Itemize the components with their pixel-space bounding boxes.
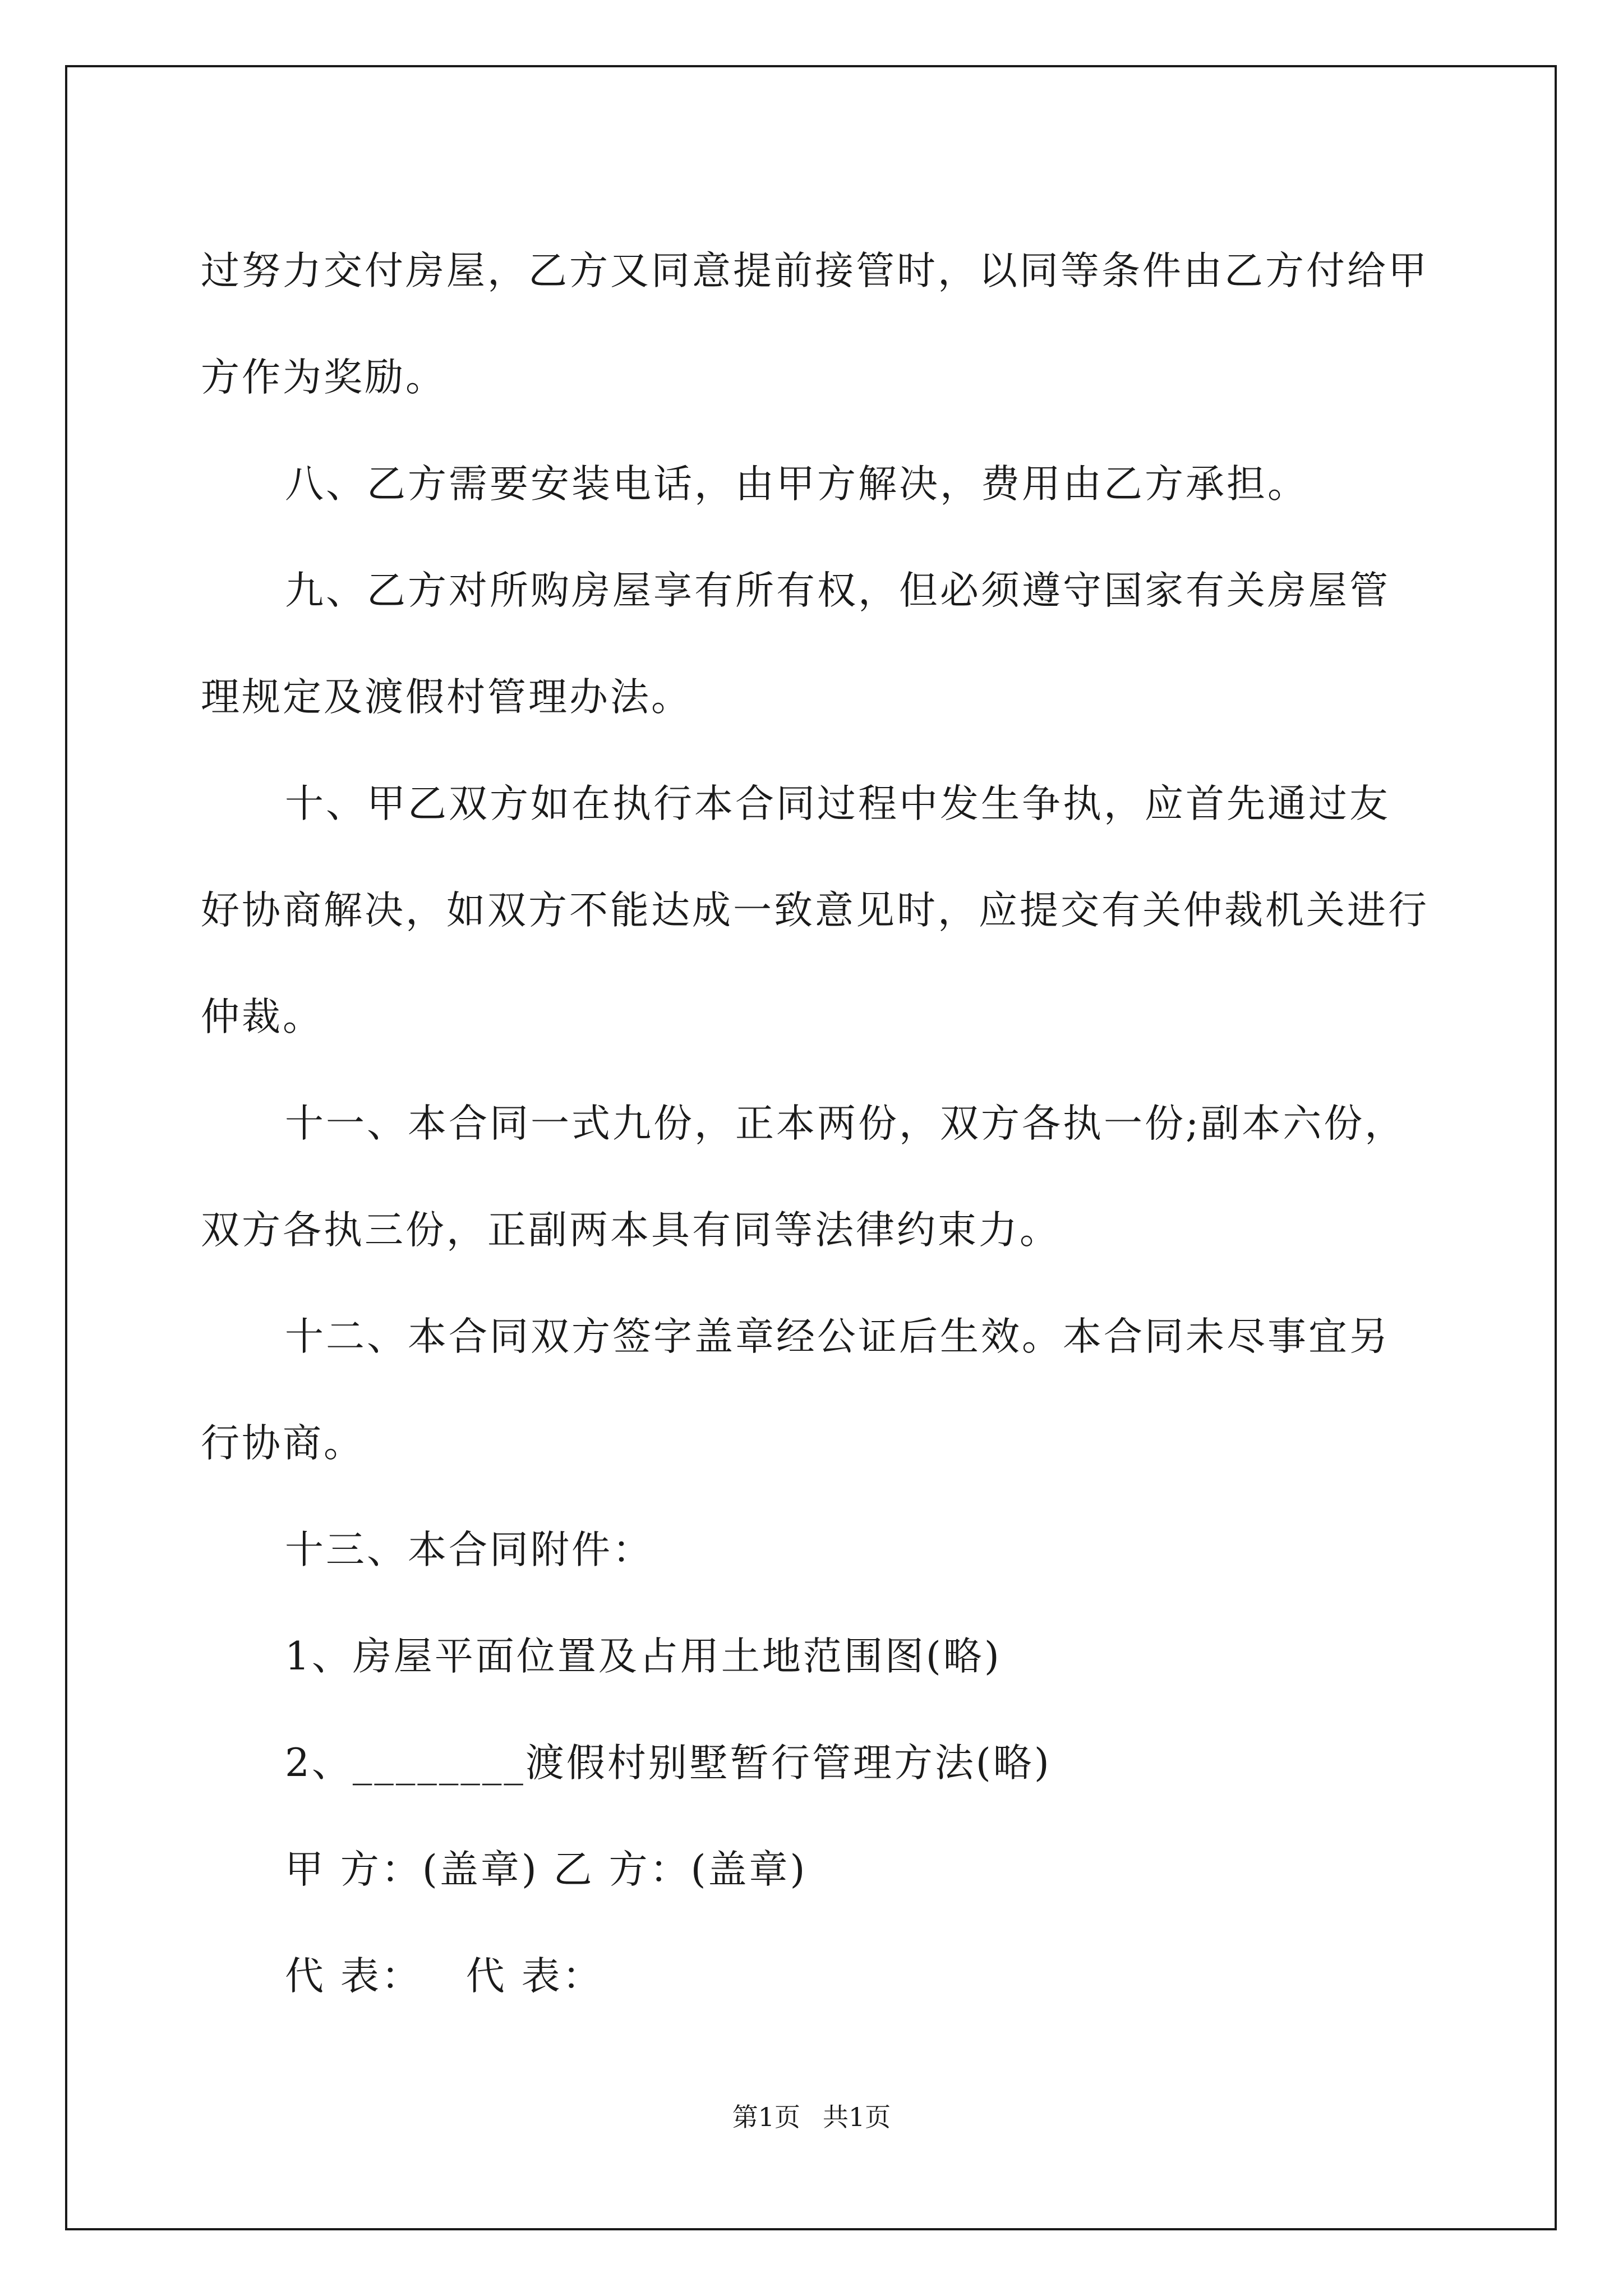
- contract-body: [201, 218, 1429, 2030]
- page-number-total: 共1页: [823, 2102, 891, 2132]
- paragraph-clause-11: 十一、本合同一式九份，正本两份，双方各执一份;副本六份，双方各执三份，正副两本具有同等法律约束力。: [201, 1101, 1406, 1253]
- attachment-item-1: 1、房屋平面位置及占用土地范围图(略): [285, 1634, 1002, 1679]
- paragraph-clause-10: 十、甲乙双方如在执行本合同过程中发生争执，应首先通过友好协商解决，如双方不能达成一致意见时，应提交有关仲裁机关进行仲裁。: [201, 781, 1429, 1039]
- paragraph-clause-13: 十三、本合同附件：: [285, 1527, 653, 1572]
- signature-parties-line: 甲 方：(盖章) 乙 方：(盖章): [285, 1847, 808, 1892]
- representatives-line: 代 表： 代 表：: [285, 1954, 603, 1999]
- paragraph-clause-9: 九、乙方对所购房屋享有所有权，但必须遵守国家有关房屋管理规定及渡假村管理办法。: [201, 568, 1390, 720]
- paragraph-clause-8: 八、乙方需要安装电话，由甲方解决，费用由乙方承担。: [285, 462, 1308, 507]
- page-footer: [0, 2097, 1623, 2134]
- paragraph-continuation: 过努力交付房屋，乙方又同意提前接管时，以同等条件由乙方付给甲方作为奖励。: [201, 249, 1429, 400]
- attachment-item-2: 2、________渡假村别墅暂行管理方法(略): [285, 1741, 1052, 1786]
- paragraph-clause-12: 十二、本合同双方签字盖章经公证后生效。本合同未尽事宜另行协商。: [201, 1314, 1390, 1466]
- page-number-current: 第1页: [732, 2102, 800, 2132]
